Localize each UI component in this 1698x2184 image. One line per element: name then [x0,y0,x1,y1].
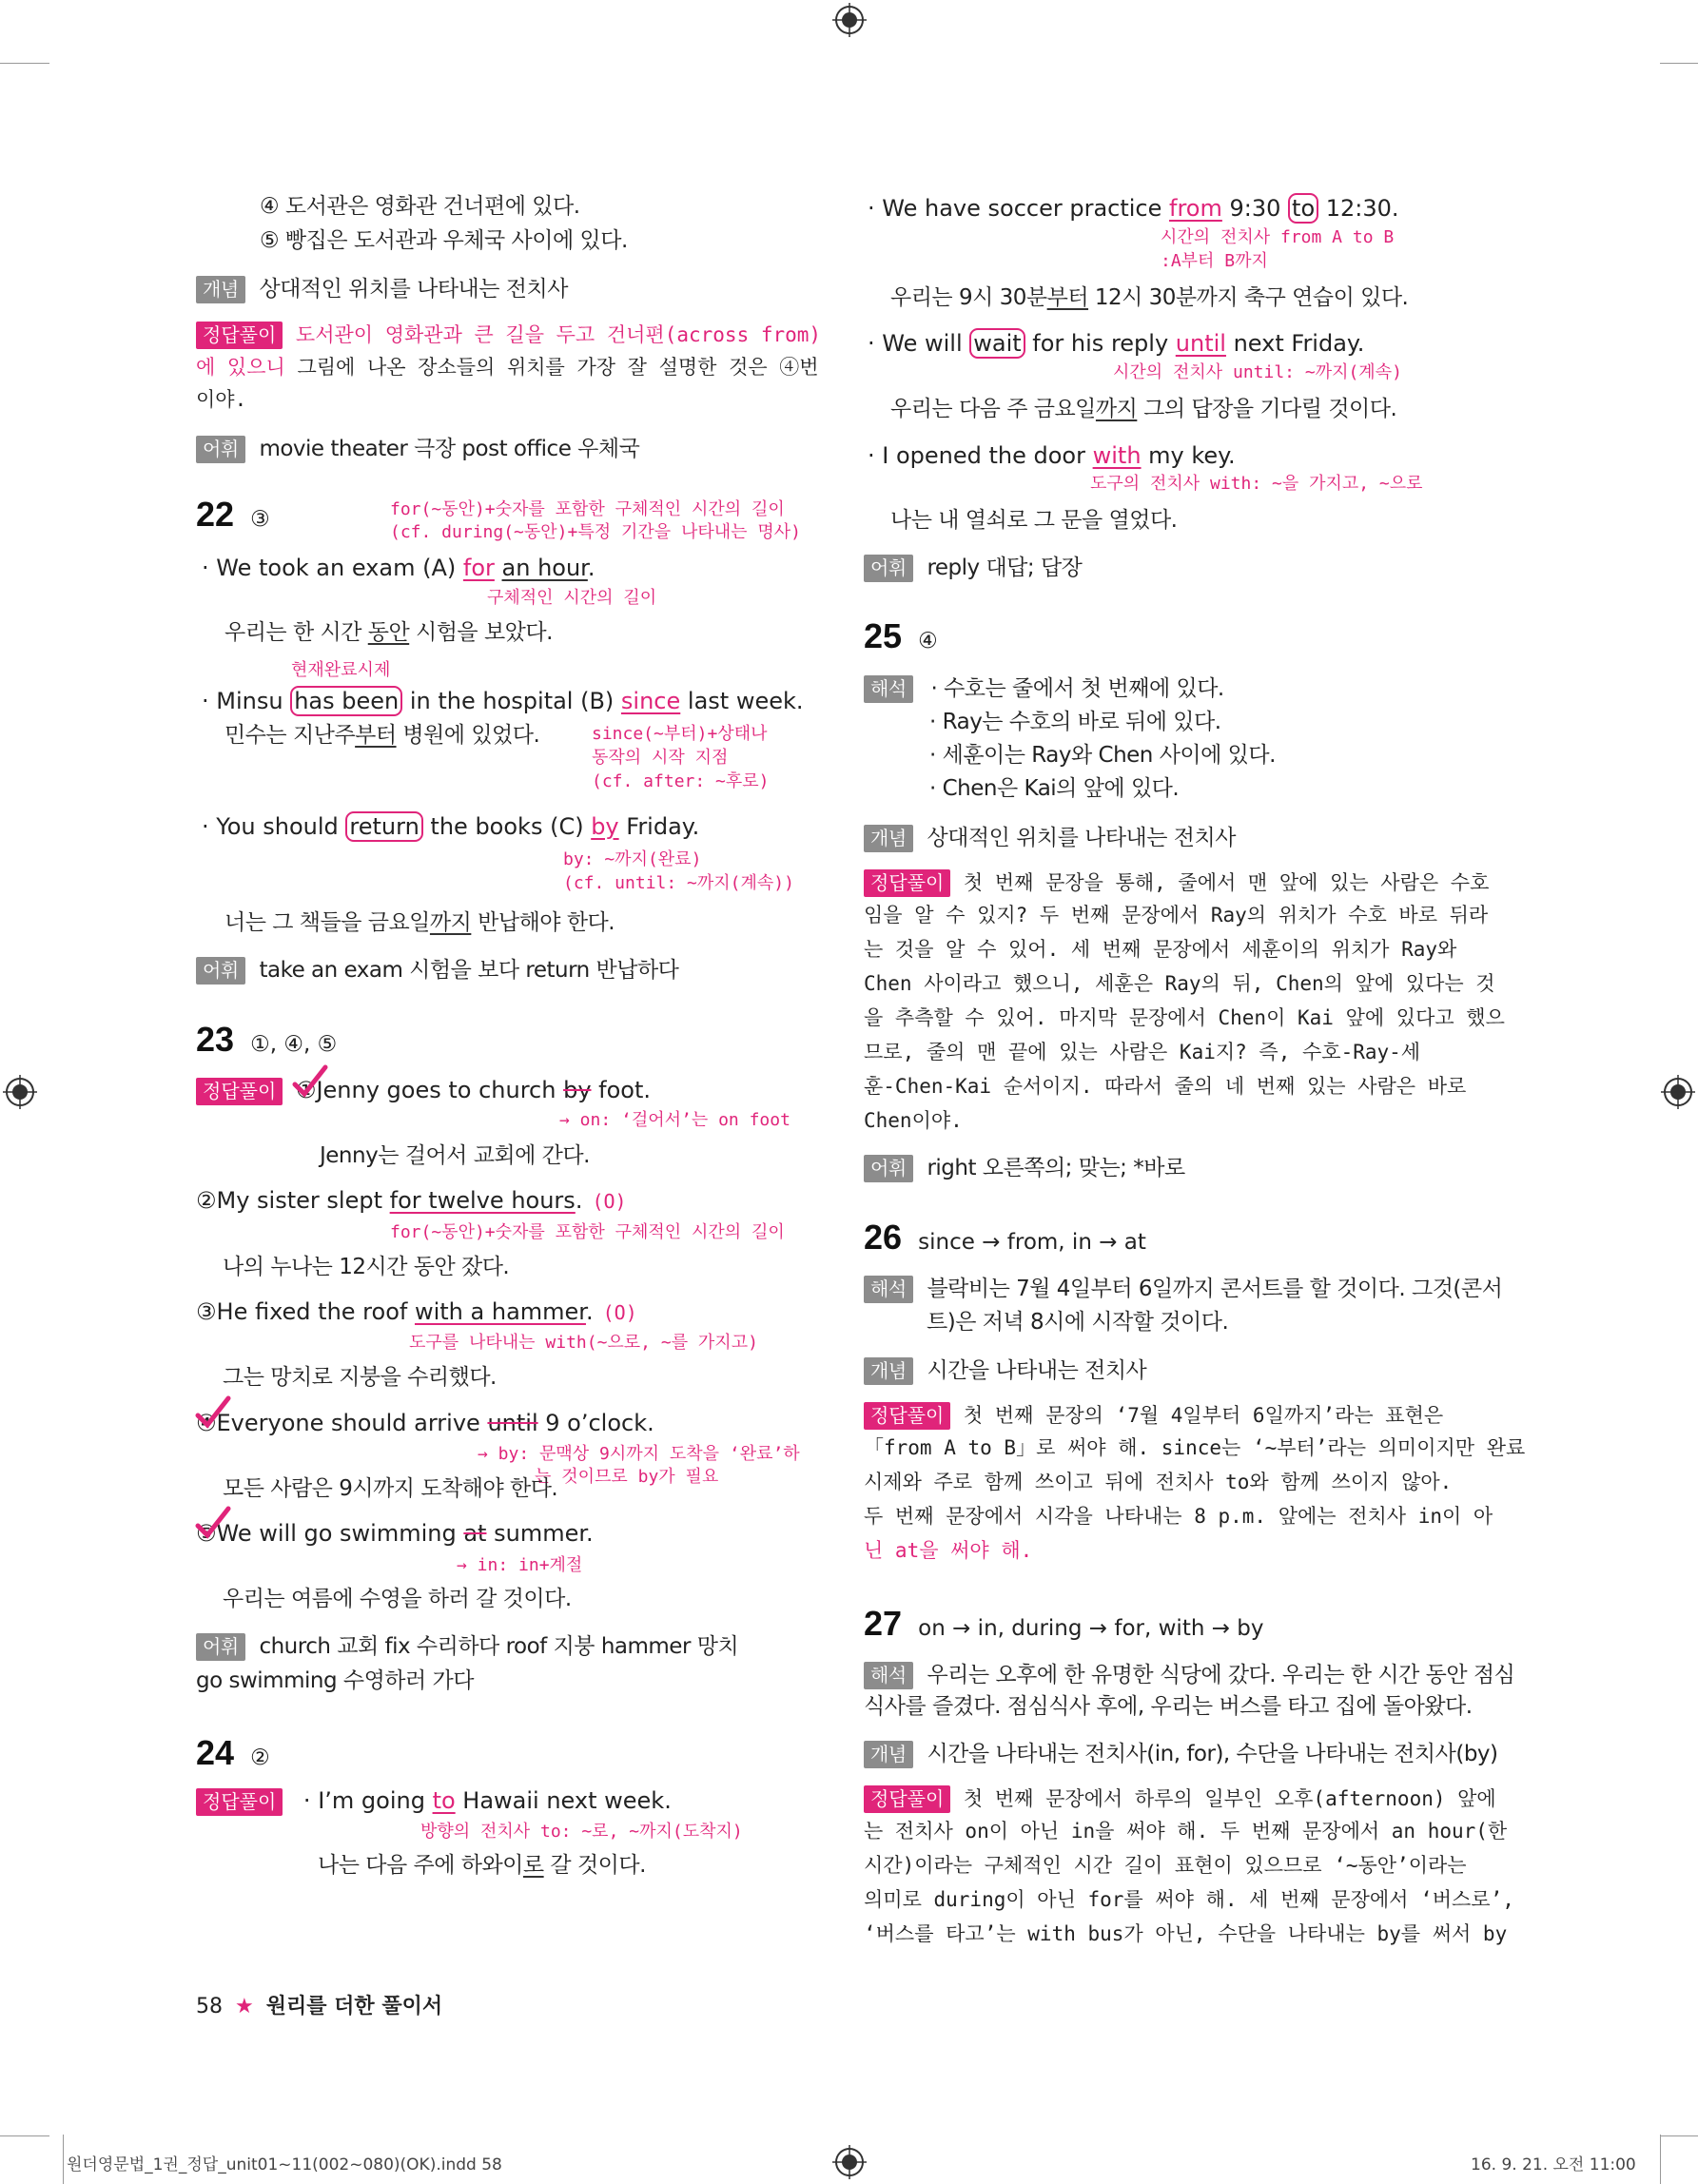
vocab-text: reply 대답; 답장 [927,556,1083,580]
answer-label: 정답풀이 [864,1785,950,1813]
annotation: by: ~까지(완료) [563,849,702,869]
answer-line: 훈-Chen-Kai 순서이지. 따라서 줄의 네 번째 있는 사람은 바로 [864,1075,1467,1098]
answer-line: 첫 번째 문장을 통해, 줄에서 맨 앞에 있는 사람은 수호 [963,871,1490,894]
translation: 우리는 다음 주 금요일까지 그의 답장을 기다릴 것이다. [890,397,1397,421]
question-answer: on → in, during → for, with → by [918,1616,1264,1641]
vocab-label: 어휘 [196,436,245,463]
question-answer: ③ [250,507,270,532]
concept-row [196,273,568,305]
concept-text: 시간을 나타내는 전치사(in, for), 수단을 나타내는 전치사(by) [927,1742,1498,1766]
vocab-text: right 오른쪽의; 맞는; *바로 [927,1156,1185,1180]
page-footer [196,1990,442,2019]
annotation: (cf. during(~동안)+특정 기간을 나타내는 명사) [390,522,801,542]
answer-line: 시제와 주로 함께 쓰이고 뒤에 전치사 to와 함께 쓰이지 않아. [864,1471,1453,1493]
interpret-row [864,1273,1502,1305]
annotation: (cf. until: ~까지(계속)) [563,873,794,893]
answer-line [196,350,819,384]
translation: 너는 그 책들을 금요일까지 반납해야 한다. [224,910,615,935]
answer-line: 첫 번째 문장에서 하루의 일부인 오후(afternoon) 앞에 [963,1787,1496,1810]
interpret-text: · 수호는 줄에서 첫 번째에 있다. [930,676,1224,701]
annotation: 시간의 전치사 until: ~까지(계속) [1113,362,1402,382]
option-5: ⑤ 빵집은 도서관과 우체국 사이에 있다. [260,228,628,253]
annotation: 도구를 나타내는 with(~으로, ~를 가지고) [409,1333,758,1353]
answer-line: 도서관이 영화관과 큰 길을 두고 건너편(across from) [295,323,822,346]
interpret-text: 트)은 저녁 8시에 시작할 것이다. [927,1310,1229,1335]
answer-line: Chen 사이라고 했으니, 세훈은 Ray의 뒤, Chen의 앞에 있다는 것 [864,972,1495,995]
translation: 나의 누나는 12시간 동안 잤다. [223,1255,510,1279]
answer-row: 정답풀이 ①Jenny goes to church by foot. [196,1074,651,1106]
vocab-row [196,433,639,465]
file-info: 원더영문법_1권_정답_unit01~11(002~080)(OK).indd 58 [67,2155,502,2174]
translation: 민수는 지난주부터 병원에 있었다. [224,723,540,748]
answer-line: 는 것을 알 수 있어. 세 번째 문장에서 세훈이의 위치가 Ray와 [864,938,1457,961]
answer-line: Chen이야. [864,1109,963,1132]
sentence: · We have soccer practice from 9:30 to 12:30. [868,195,1399,222]
answer-label: 정답풀이 [196,322,283,349]
answer-line: 「from A to B」로 써야 해. since는 ‘~부터’라는 의미이지만 완료 [864,1436,1526,1459]
answer-label: 정답풀이 [196,1788,283,1816]
concept-label: 개념 [196,276,245,303]
sentence: · I opened the door with my key. [868,442,1236,469]
vocab-text: movie theater 극장 post office 우체국 [259,437,640,461]
registration-mark-icon [1661,1075,1695,1109]
question-header [196,1733,270,1773]
question-answer: ①, ④, ⑤ [250,1032,338,1057]
annotation: 현재완료시제 [291,660,391,680]
concept-label: 개념 [864,1357,913,1385]
check-icon [194,1394,232,1433]
vocab-label: 어휘 [196,957,245,985]
question-number: 26 [864,1218,903,1257]
translation: 그는 망치로 지붕을 수리했다. [223,1365,497,1390]
translation: Jenny는 걸어서 교회에 간다. [320,1143,590,1168]
interpret-text: 우리는 오후에 한 유명한 식당에 갔다. 우리는 한 시간 동안 점심 [927,1663,1515,1687]
answer-row [864,1398,1443,1433]
concept-row [864,822,1236,854]
translation: 나는 다음 주에 하와이로 갈 것이다. [318,1853,646,1878]
annotation: → on: ‘걸어서’는 on foot [559,1110,790,1130]
concept-row [864,1738,1498,1770]
question-number: 23 [196,1020,235,1059]
vocab-row [864,1152,1185,1184]
question-number: 27 [864,1604,903,1643]
answer-line: 두 번째 문장에서 시각을 나타내는 8 p.m. 앞에는 전치사 in이 아 [864,1505,1493,1528]
sentence: ④Everyone should arrive until 9 o’clock. [196,1410,654,1436]
answer-row: 정답풀이 · I’m going to Hawaii next week. [196,1784,672,1817]
vocab-row [196,954,678,986]
question-answer: since → from, in → at [918,1230,1146,1255]
answer-line: 의미로 during이 아닌 for를 써야 해. 세 번째 문장에서 ‘버스로’, [864,1888,1514,1911]
answer-label: 정답풀이 [196,1078,283,1105]
annotation: 도구의 전치사 with: ~을 가지고, ~으로 [1090,474,1423,494]
annotation: 구체적인 시간의 길이 [487,588,657,608]
translation: 우리는 한 시간 동안 시험을 보았다. [224,620,553,645]
concept-text: 시간을 나타내는 전치사 [927,1358,1147,1383]
interpret-text: · 세훈이는 Ray와 Chen 사이에 있다. [929,743,1276,768]
star-icon: ★ [235,1995,254,2018]
vocab-text: church 교회 fix 수리하다 roof 지붕 hammer 망치 [259,1634,739,1659]
answer-label: 정답풀이 [864,1402,950,1430]
question-answer: ④ [918,629,938,653]
option-4: ④ 도서관은 영화관 건너편에 있다. [260,194,580,219]
annotation: 시간의 전치사 from A to B [1161,227,1395,247]
check-icon [291,1063,329,1102]
interpret-text: · Chen은 Kai의 앞에 있다. [929,776,1180,801]
question-number: 24 [196,1733,235,1772]
answer-text: 에 있으니 [196,356,285,379]
annotation: → in: in+계절 [457,1555,583,1575]
question-number: 22 [196,495,235,534]
annotation: for(~동안)+숫자를 포함한 구체적인 시간의 길이 [390,499,785,519]
question-header [864,616,938,656]
sentence: · You should return the books (C) by Friday. [202,813,700,840]
interpret-row [864,673,1224,705]
answer-line: 을 추측할 수 있어. 마지막 문장에서 Chen이 Kai 앞에 있다고 했으 [864,1006,1505,1029]
annotation: 동작의 시작 지점 [592,748,729,768]
concept-text: 상대적인 위치를 나타내는 전치사 [927,826,1236,850]
answer-text: 그림에 나온 장소들의 위치를 가장 잘 설명한 것은 ④번 [284,356,819,379]
vocab-label: 어휘 [864,1155,913,1182]
interpret-row [864,1659,1514,1691]
print-date: 16. 9. 21. 오전 11:00 [1471,2155,1636,2174]
answer-line: 이야. [196,388,247,411]
annotation: 방향의 전치사 to: ~로, ~까지(도착지) [420,1822,743,1842]
translation: 모든 사람은 9시까지 도착해야 한다. [223,1476,558,1501]
vocab-label: 어휘 [864,555,913,582]
interpret-text: 블락비는 7월 4일부터 6일까지 콘서트를 할 것이다. 그것(콘서 [927,1277,1503,1301]
question-header [864,1218,1146,1258]
vocab-text: take an exam 시험을 보다 return 반납하다 [259,958,679,983]
registration-mark-icon [3,1075,37,1109]
sentence: ②My sister slept for twelve hours. (O) [196,1187,627,1214]
translation: 우리는 여름에 수영을 하러 갈 것이다. [223,1587,572,1611]
answer-line: 는 전치사 on이 아닌 in을 써야 해. 두 번째 문장에서 an hour(한 [864,1820,1508,1843]
answer-label: 정답풀이 [864,869,950,897]
registration-mark-icon [832,3,867,37]
answer-line: ‘버스를 타고’는 with bus가 아닌, 수단을 나타내는 by를 써서 by [864,1922,1508,1945]
vocab-row [196,1630,738,1663]
annotation: → by: 문맥상 9시까지 도착을 ‘완료’하 [478,1444,800,1464]
vocab-text: go swimming 수영하러 가다 [196,1668,474,1693]
answer-line: 임을 알 수 있지? 두 번째 문장에서 Ray의 위치가 수호 바로 뒤라 [864,904,1489,926]
vocab-label: 어휘 [196,1633,245,1661]
sentence: · We will wait for his reply until next Friday. [868,330,1365,357]
answer-line: 첫 번째 문장의 ‘7월 4일부터 6일까지’라는 표현은 [963,1404,1444,1427]
sentence: · Minsu has been in the hospital (B) since last week. [202,688,804,714]
book-title: 원리를 더한 풀이서 [265,1995,443,2018]
annotation: (cf. after: ~후로) [592,771,770,791]
vocab-row [864,552,1082,584]
answer-line: 시간)이라는 구체적인 시간 길이 표현이 있으므로 ‘~동안’이라는 [864,1854,1467,1877]
interpret-label: 해석 [864,675,913,703]
interpret-text: · Ray는 수호의 바로 뒤에 있다. [929,710,1221,734]
registration-mark-icon [832,2145,867,2179]
sentence: ③He fixed the roof with a hammer. (O) [196,1298,637,1325]
sentence: · We took an exam (A) for an hour. [202,555,595,581]
interpret-label: 해석 [864,1276,913,1303]
sentence: ⑤We will go swimming at summer. [196,1520,594,1547]
question-number: 25 [864,616,903,655]
question-header [196,495,270,535]
answer-row [196,318,821,352]
answer-row [864,866,1489,900]
interpret-text: 식사를 즐겼다. 점심식사 후에, 우리는 버스를 타고 집에 돌아왔다. [864,1694,1473,1719]
concept-label: 개념 [864,1741,913,1768]
answer-line: 닌 at을 써야 해. [864,1539,1033,1562]
concept-row [864,1355,1146,1387]
concept-label: 개념 [864,825,913,852]
check-icon [194,1505,232,1543]
question-header [196,1020,337,1060]
annotation: :A부터 B까지 [1161,251,1268,271]
question-answer: ② [250,1745,270,1770]
answer-row [864,1782,1496,1816]
page-number: 58 [196,1995,223,2018]
question-header [864,1604,1264,1644]
translation: 나는 내 열쇠로 그 문을 열었다. [890,508,1178,533]
answer-line: 므로, 줄의 맨 끝에 있는 사람은 Kai지? 즉, 수호-Ray-세 [864,1041,1421,1063]
annotation: since(~부터)+상태나 [592,724,768,744]
translation: 우리는 9시 30분부터 12시 30분까지 축구 연습이 있다. [890,285,1409,310]
annotation: for(~동안)+숫자를 포함한 구체적인 시간의 길이 [390,1222,785,1242]
annotation: 는 것이므로 by가 필요 [535,1467,719,1487]
interpret-label: 해석 [864,1662,913,1689]
concept-text: 상대적인 위치를 나타내는 전치사 [259,277,568,302]
